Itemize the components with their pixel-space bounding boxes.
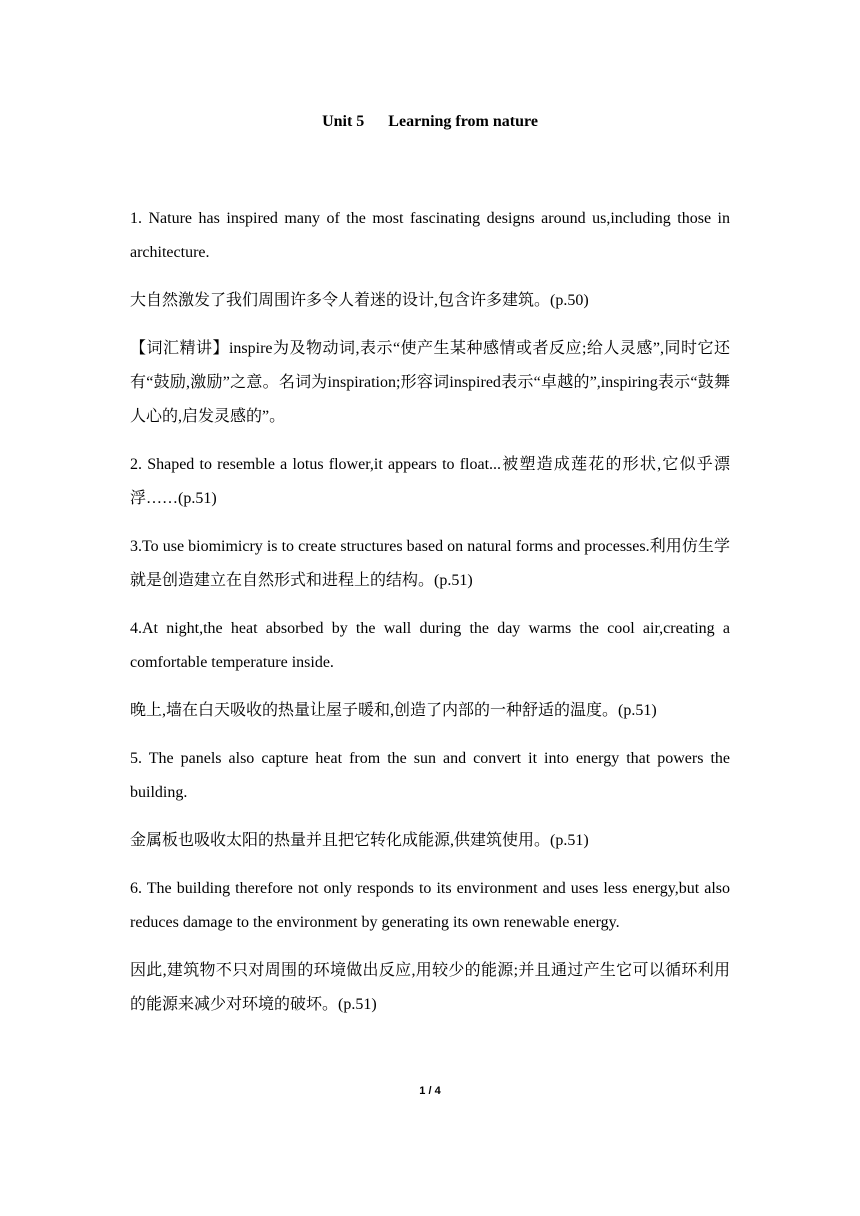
paragraph-6-english: 6. The building therefore not only responds to its environment and uses less energy,but also reduces damage to the environment by generating its own renewable energy. bbox=[130, 880, 730, 931]
paragraph-4-english: 4.At night,the heat absorbed by the wall during the day warms the cool air,creating a comfortable temperature inside. bbox=[130, 620, 730, 671]
paragraph-1-chinese: 大自然激发了我们周围许多令人着迷的设计,包含许多建筑。(p.50) bbox=[130, 292, 589, 309]
paragraph-5-english: 5. The panels also capture heat from the sun and convert it into energy that powers the building. bbox=[130, 750, 730, 801]
paragraph-1-english: 1. Nature has inspired many of the most fascinating designs around us,including those in architecture. bbox=[130, 210, 730, 261]
paragraph-6-chinese: 因此,建筑物不只对周围的环境做出反应,用较少的能源;并且通过产生它可以循环利用的能源来减少对环境的破坏。(p.51) bbox=[130, 962, 730, 1013]
document-title: Unit 5 Learning from nature bbox=[322, 113, 538, 130]
vocabulary-note: 【词汇精讲】inspire为及物动词,表示“使产生某种感情或者反应;给人灵感”,同时它还有“鼓励,激励”之意。名词为inspiration;形容词inspired表示“卓越的”,inspiring表示“鼓舞人心的,启发灵感的”。 bbox=[130, 340, 730, 425]
paragraph-5-chinese: 金属板也吸收太阳的热量并且把它转化成能源,供建筑使用。(p.51) bbox=[130, 832, 589, 849]
document-body bbox=[130, 202, 730, 1036]
paragraph-2: 2. Shaped to resemble a lotus flower,it appears to float...被塑造成莲花的形状,它似乎漂浮……(p.51) bbox=[130, 456, 730, 507]
paragraph-3: 3.To use biomimicry is to create structures based on natural forms and processes.利用仿生学就是创造建立在自然形式和进程上的结构。(p.51) bbox=[130, 538, 730, 589]
paragraph-4-chinese: 晚上,墙在白天吸收的热量让屋子暖和,创造了内部的一种舒适的温度。(p.51) bbox=[130, 702, 657, 719]
page-number: 1 / 4 bbox=[419, 1085, 441, 1097]
